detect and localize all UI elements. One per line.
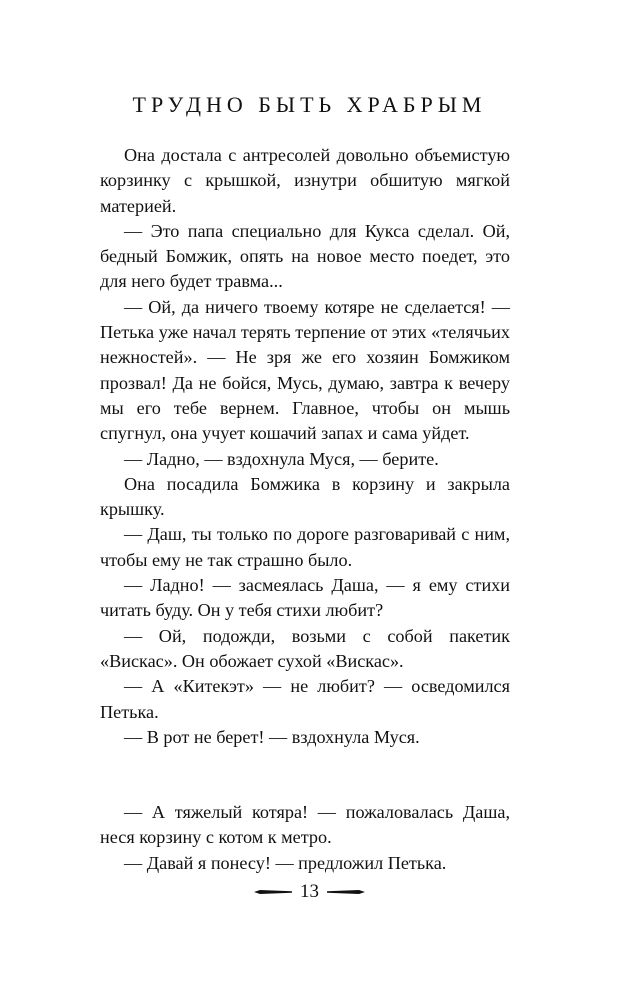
page-title: ТРУДНО БЫТЬ ХРАБРЫМ bbox=[132, 92, 487, 117]
paragraph: Она посадила Бомжика в корзину и закрыла крышку. bbox=[100, 473, 510, 520]
paragraph: — Давай я понесу! — предложил Петька. bbox=[124, 852, 447, 873]
paragraph: — Это папа специально для Кукса сделал. Ой, бедный Бомжик, опять на новое место поедет, это для него будет травма... bbox=[100, 220, 510, 292]
body-text bbox=[100, 143, 510, 876]
paragraph: — Ладно, — вздохнула Муся, — берите. bbox=[124, 448, 439, 469]
paragraph: — Ой, подожди, возьми с собой пакетик «Вискас». Он обожает сухой «Вискас». bbox=[100, 625, 510, 671]
paragraph: — А тяжелый котяра! — пожаловалась Даша, неся корзину с котом к метро. bbox=[100, 802, 510, 848]
page-number: 13 bbox=[300, 881, 319, 902]
paragraph: — В рот не берет! — вздохнула Муся. bbox=[124, 726, 420, 747]
paragraph: — Даш, ты только по дороге разговаривай с ним, чтобы ему не так страшно было. bbox=[100, 524, 510, 570]
paragraph: Она достала с антресолей довольно объемистую корзинку с крышкой, изнутри обшитую мягкой материей. bbox=[100, 145, 510, 216]
flourish-right-icon bbox=[327, 888, 365, 896]
section-break bbox=[100, 750, 510, 800]
flourish-left-icon bbox=[254, 888, 292, 896]
paragraph: — Ой, да ничего твоему котяре не сделается! — Петька уже начал терять терпение от этих «телячьих нежностей». — Не зря же его хозяин Бомжиком прозвал! Да не бойся, Мусь, думаю, завтра к вечеру мы его тебе вернем. Главное, чтобы он мышь спугнул, она учует кошачий запах и сама уйдет. bbox=[100, 296, 510, 444]
paragraph: — Ладно! — засмеялась Даша, — я ему стихи читать буду. Он у тебя стихи любит? bbox=[100, 575, 510, 621]
paragraph: — А «Китекэт» — не любит? — осведомился Петька. bbox=[100, 676, 510, 722]
page-number-block bbox=[0, 881, 619, 903]
